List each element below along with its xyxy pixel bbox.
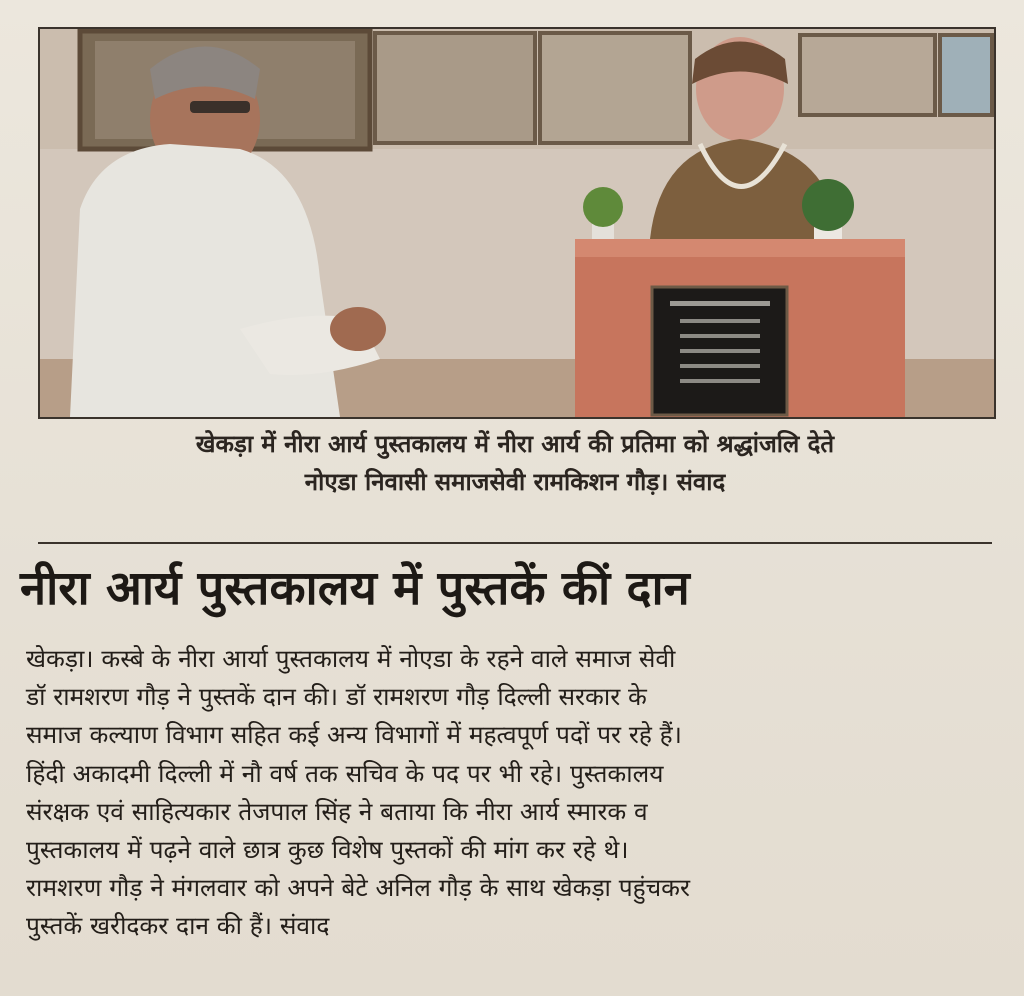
caption-line-2: नोएडा निवासी समाजसेवी रामकिशन गौड़। संवाद <box>304 468 726 496</box>
caption-line-1: खेकड़ा में नीरा आर्य पुस्तकालय में नीरा आर्य की प्रतिमा को श्रद्धांजलि देते <box>195 430 835 458</box>
body-line: रामशरण गौड़ ने मंगलवार को अपने बेटे अनिल गौड़ के साथ खेकड़ा पहुंचकर <box>26 873 691 903</box>
article-headline: नीरा आर्य पुस्तकालय में पुस्तकें कीं दान <box>20 561 690 616</box>
body-line: पुस्तकें खरीदकर दान की हैं। संवाद <box>26 911 330 941</box>
body-line: समाज कल्याण विभाग सहित कई अन्य विभागों में महत्वपूर्ण पदों पर रहे हैं। <box>26 720 682 750</box>
pedestal <box>575 239 905 417</box>
news-photo <box>38 27 996 419</box>
photo-illustration <box>40 29 994 417</box>
divider-rule <box>38 542 992 544</box>
body-line: डॉ रामशरण गौड़ ने पुस्तकें दान की। डॉ रामशरण गौड़ दिल्ली सरकार के <box>26 682 647 712</box>
body-line: संरक्षक एवं साहित्यकार तेजपाल सिंह ने बताया कि नीरा आर्य स्मारक व <box>26 796 648 826</box>
body-line: हिंदी अकादमी दिल्ली में नौ वर्ष तक सचिव के पद पर भी रहे। पुस्तकालय <box>26 758 664 788</box>
photo-caption <box>38 425 992 501</box>
article-body <box>26 640 998 946</box>
body-line: पुस्तकालय में पढ़ने वाले छात्र कुछ विशेष पुस्तकों की मांग कर रहे थे। <box>26 835 629 865</box>
body-line: खेकड़ा। कस्बे के नीरा आर्या पुस्तकालय में नोएडा के रहने वाले समाज सेवी <box>26 644 676 673</box>
